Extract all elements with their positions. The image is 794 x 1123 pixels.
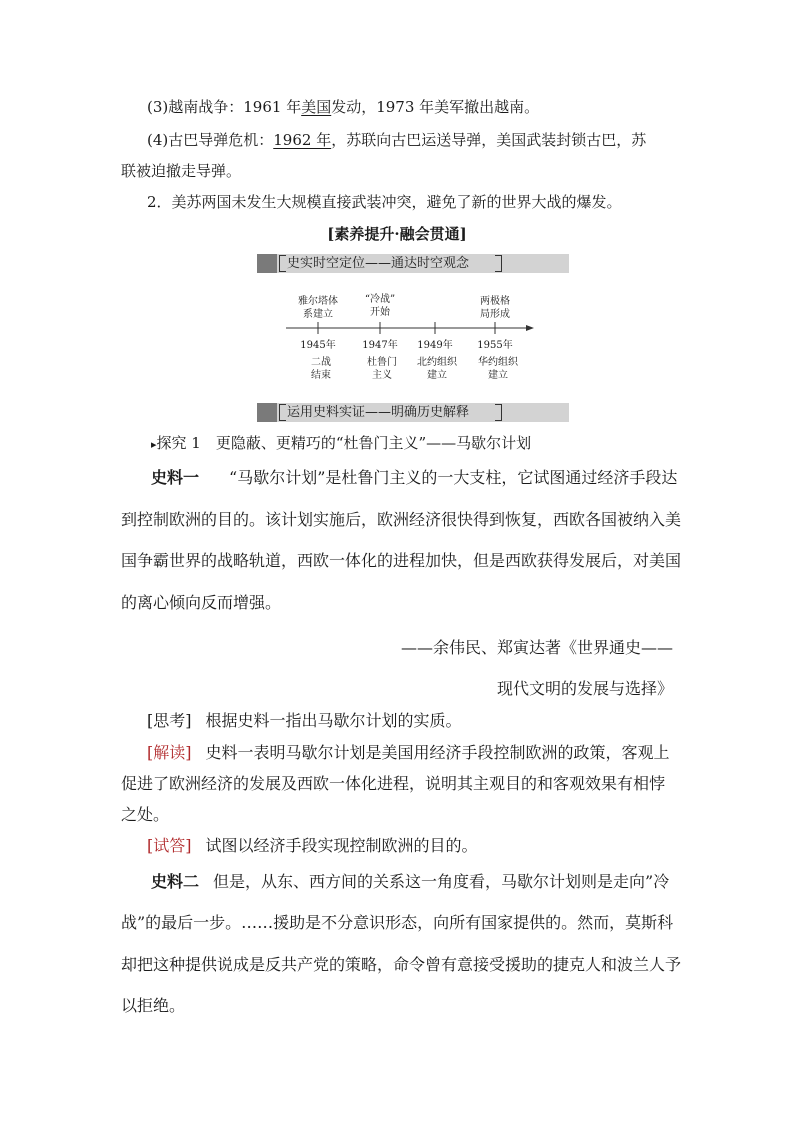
timeline-year: 1947年 xyxy=(362,340,398,351)
answer-label: [试答] xyxy=(147,836,192,855)
label-line: “冷战” xyxy=(364,294,396,305)
item3-text: (3)越南战争：1961 年 xyxy=(147,98,302,116)
label-line: 华约组织 xyxy=(478,357,518,368)
explore-title: 探究 1 更隐蔽、更精巧的“杜鲁门主义”——马歇尔计划 xyxy=(156,434,532,452)
triangle-marker-icon: ▸ xyxy=(151,438,157,451)
source2-line-1 xyxy=(151,872,669,892)
think-row xyxy=(147,711,462,731)
explore-heading xyxy=(151,433,531,455)
section-band-timeline xyxy=(257,254,569,273)
item3-underline: 美国 xyxy=(301,98,332,116)
item4-text-end: ，苏联向古巴运送导弹，美国武装封锁古巴，苏 xyxy=(331,131,647,149)
source1-line-1 xyxy=(151,468,677,488)
source1-line-2: 到控制欧洲的目的。该计划实施后，欧洲经济很快得到恢复，西欧各国被纳入美 xyxy=(121,510,682,529)
timeline-bottom-label xyxy=(355,356,409,382)
bracket-left-icon xyxy=(279,404,286,421)
label-line: 两极格 xyxy=(480,296,510,307)
label-line: 局形成 xyxy=(480,309,510,320)
band-title: 史实时空定位——通达时空观念 xyxy=(287,256,470,271)
interpret-text: 史料一表明马歇尔计划是美国用经济手段控制欧洲的政策，客观上 xyxy=(205,743,670,762)
source2-label: 史料二 xyxy=(151,872,200,891)
interpret-line-3: 之处。 xyxy=(121,805,170,824)
think-text: 根据史料一指出马歇尔计划的实质。 xyxy=(205,711,462,730)
label-line: 建立 xyxy=(427,370,447,381)
timeline-bottom-label xyxy=(294,356,348,382)
timeline-bottom-label xyxy=(471,356,525,382)
item-cuban-missile-crisis xyxy=(147,130,646,150)
source2-text: 但是，从东、西方间的关系这一角度看，马歇尔计划则是走向”冷 xyxy=(213,872,670,891)
bracket-right-icon xyxy=(495,404,502,421)
source1-citation-1: ——余伟民、郑寅达著《世界通史—— xyxy=(400,638,673,657)
item3-text-end: 发动，1973 年美军撤出越南。 xyxy=(331,98,540,116)
timeline-year: 1945年 xyxy=(300,340,336,351)
source1-text: “马歇尔计划”是杜鲁门主义的一大支柱，它试图通过经济手段达 xyxy=(229,468,678,487)
timeline-year: 1949年 xyxy=(417,340,453,351)
bracket-right-icon xyxy=(495,255,502,272)
label-line: 系建立 xyxy=(303,309,333,320)
label-line: 二战 xyxy=(311,357,331,368)
band-square-icon xyxy=(257,254,277,273)
label-line: 开始 xyxy=(370,307,390,318)
timeline-top-label xyxy=(291,295,345,321)
interpret-label: [解读] xyxy=(147,743,192,762)
timeline-arrow-icon xyxy=(526,325,534,331)
timeline-top-label xyxy=(353,293,407,319)
timeline-top-label xyxy=(468,295,522,321)
section-heading: [素养提升·融会贯通] xyxy=(327,225,467,243)
answer-text: 试图以经济手段实现控制欧洲的目的。 xyxy=(205,836,478,855)
interpret-row xyxy=(147,743,670,763)
item-vietnam-war xyxy=(147,97,539,117)
interpret-line-2: 促进了欧洲经济的发展及西欧一体化进程，说明其主观目的和客观效果有相悖 xyxy=(121,774,666,793)
section-band-evidence xyxy=(257,403,569,422)
timeline-bottom-label xyxy=(410,356,464,382)
label-line: 建立 xyxy=(488,370,508,381)
source2-line-3: 却把这种提供说成是反共产党的策略，命令曾有意接受援助的捷克人和波兰人予 xyxy=(121,955,682,974)
label-line: 雅尔塔体 xyxy=(298,296,338,307)
source2-line-2: 战”的最后一步。……援助是不分意识形态，向所有国家提供的。然而，莫斯科 xyxy=(121,913,674,932)
source2-line-4: 以拒绝。 xyxy=(121,996,186,1015)
timeline-year: 1955年 xyxy=(477,340,513,351)
label-line: 杜鲁门 xyxy=(367,357,397,368)
source1-line-4: 的离心倾向反而增强。 xyxy=(121,593,282,612)
source1-label: 史料一 xyxy=(151,468,200,487)
think-label: [思考] xyxy=(147,711,192,730)
label-line: 主义 xyxy=(372,370,392,381)
answer-row xyxy=(147,836,478,856)
bracket-left-icon xyxy=(279,255,286,272)
item4-underline: 1962 年 xyxy=(273,131,332,149)
label-line: 北约组织 xyxy=(417,357,457,368)
source1-citation-2: 现代文明的发展与选择》 xyxy=(496,679,673,698)
point-2: 2．美苏两国未发生大规模直接武装冲突，避免了新的世界大战的爆发。 xyxy=(147,193,622,211)
source1-line-3: 国争霸世界的战略轨道，西欧一体化的进程加快，但是西欧获得发展后，对美国 xyxy=(121,551,682,570)
band-title: 运用史料实证——明确历史解释 xyxy=(287,405,470,420)
band-square-icon xyxy=(257,403,277,422)
label-line: 结束 xyxy=(311,370,331,381)
item4-continuation: 联被迫撤走导弹。 xyxy=(121,162,242,180)
item4-text: (4)古巴导弹危机： xyxy=(147,131,274,149)
